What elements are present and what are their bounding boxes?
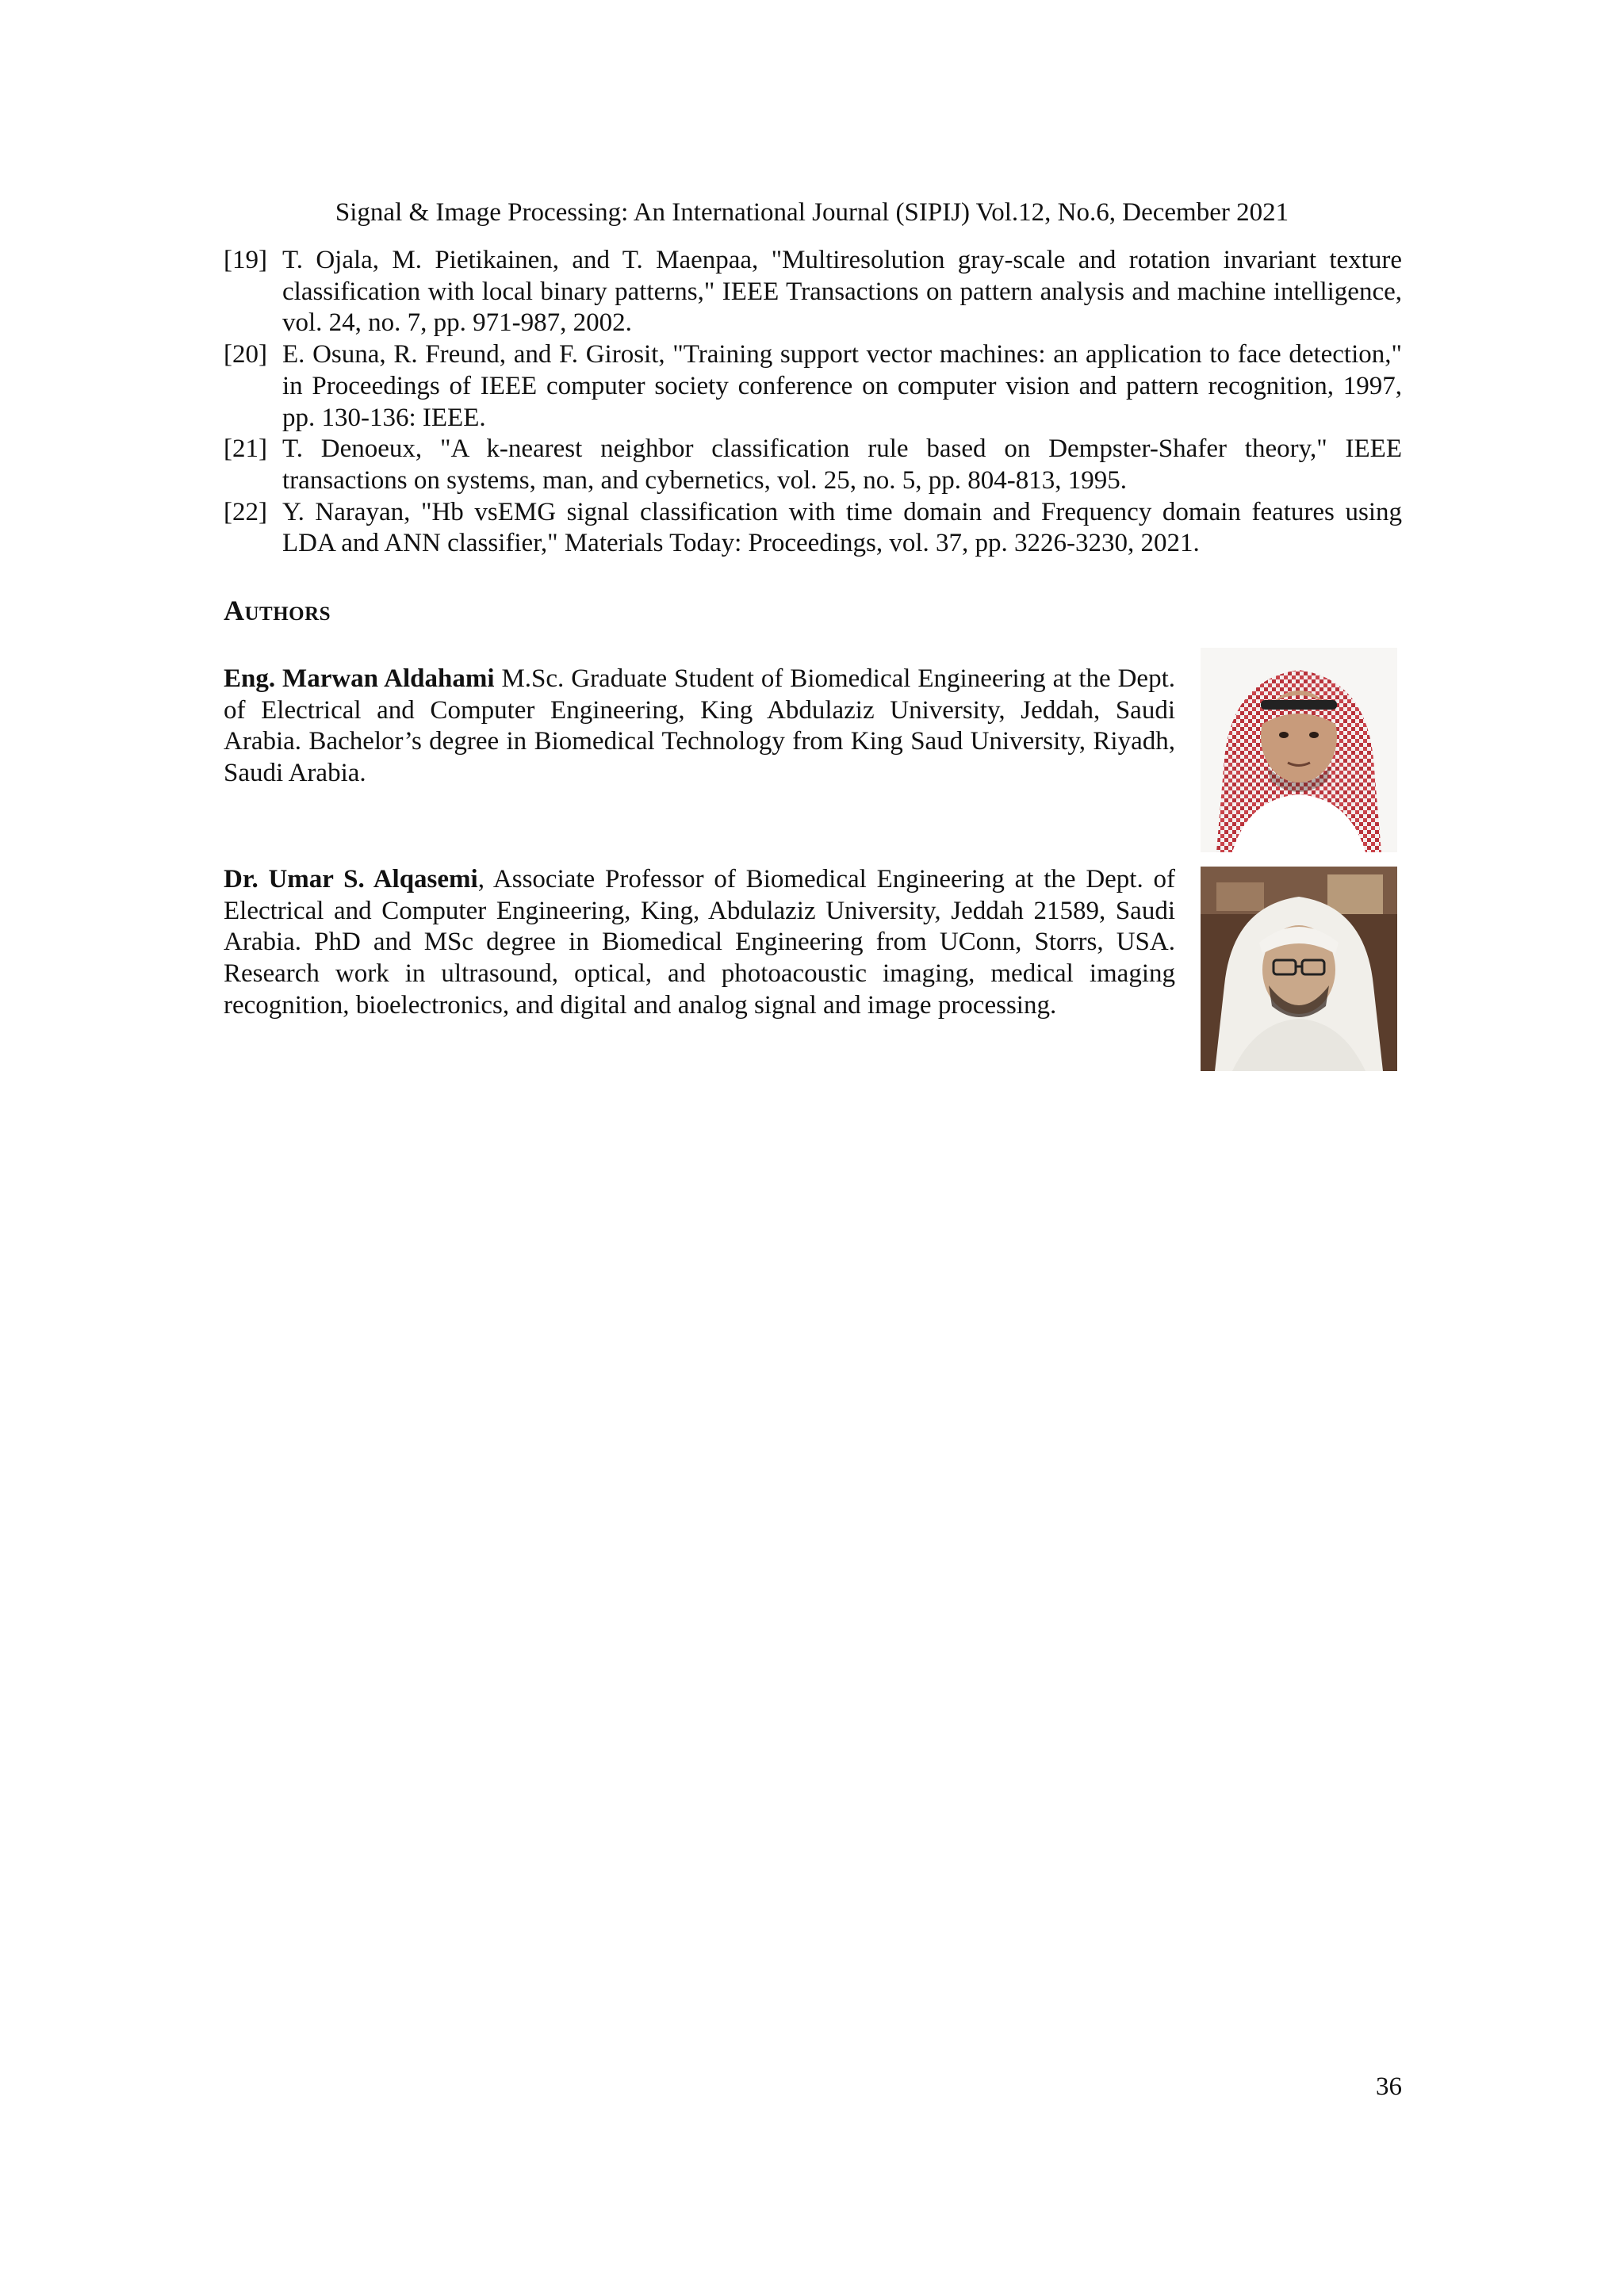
page-number: 36 (1376, 2072, 1402, 2101)
reference-number: [22] (224, 497, 267, 526)
reference-number: [19] (224, 246, 267, 274)
reference-number: [20] (224, 340, 267, 369)
reference-text: E. Osuna, R. Freund, and F. Girosit, "Training support vector machines: an application to face detection," in Proceedings of IEEE computer society conference on computer vision and pattern recognition, 1997, pp. 130-136: IEEE. (282, 340, 1402, 432)
reference-item (224, 434, 1402, 496)
reference-item (224, 497, 1402, 560)
author-name: Dr. Umar S. Alqasemi (224, 865, 478, 894)
reference-number: [21] (224, 434, 267, 464)
authors-heading: Authors (224, 595, 331, 626)
author-bio-text: M.Sc. Graduate Student of Biomedical Engineering at the Dept. of Electrical and Computer Engineering, King Abdulaziz University, Jeddah, Saudi Arabia. Bachelor’s degree in Biomedical Technology from King Saud University, Riyadh, Saudi Arabia. (224, 664, 1175, 788)
reference-item (224, 245, 1402, 339)
reference-item (224, 339, 1402, 434)
reference-text: T. Ojala, M. Pietikainen, and T. Maenpaa, "Multiresolution gray-scale and rotation invariant texture classification with local binary patterns," IEEE Transactions on pattern analysis and machine intelligence, vol. 24, no. 7, pp. 971-987, 2002. (282, 246, 1402, 338)
reference-text: T. Denoeux, "A k-nearest neighbor classification rule based on Dempster-Shafer theory," IEEE transactions on systems, man, and cybernetics, vol. 25, no. 5, pp. 804-813, 1995. (282, 434, 1402, 495)
author-bio-text: , Associate Professor of Biomedical Engineering at the Dept. of Electrical and Computer Engineering, King, Abdulaziz University, Jeddah 21589, Saudi Arabia. PhD and MSc degree in Biomedical Engineering from UConn, Storrs, USA. Research work in ultrasound, optical, and photoacoustic imaging, medical imaging recognition, bioelectronics, and digital and analog signal and image processing. (224, 865, 1175, 1020)
author-photo (1201, 867, 1397, 1071)
author-bio (224, 864, 1175, 1022)
author-bio (224, 664, 1175, 790)
running-header: Signal & Image Processing: An International Journal (SIPIJ) Vol.12, No.6, December 2021 (335, 198, 1289, 227)
reference-list (224, 245, 1402, 560)
author-name: Eng. Marwan Aldahami (224, 664, 495, 693)
reference-text: Y. Narayan, "Hb vsEMG signal classification with time domain and Frequency domain features using LDA and ANN classifier," Materials Today: Proceedings, vol. 37, pp. 3226-3230, 2021. (282, 497, 1402, 558)
author-photo (1201, 648, 1397, 852)
